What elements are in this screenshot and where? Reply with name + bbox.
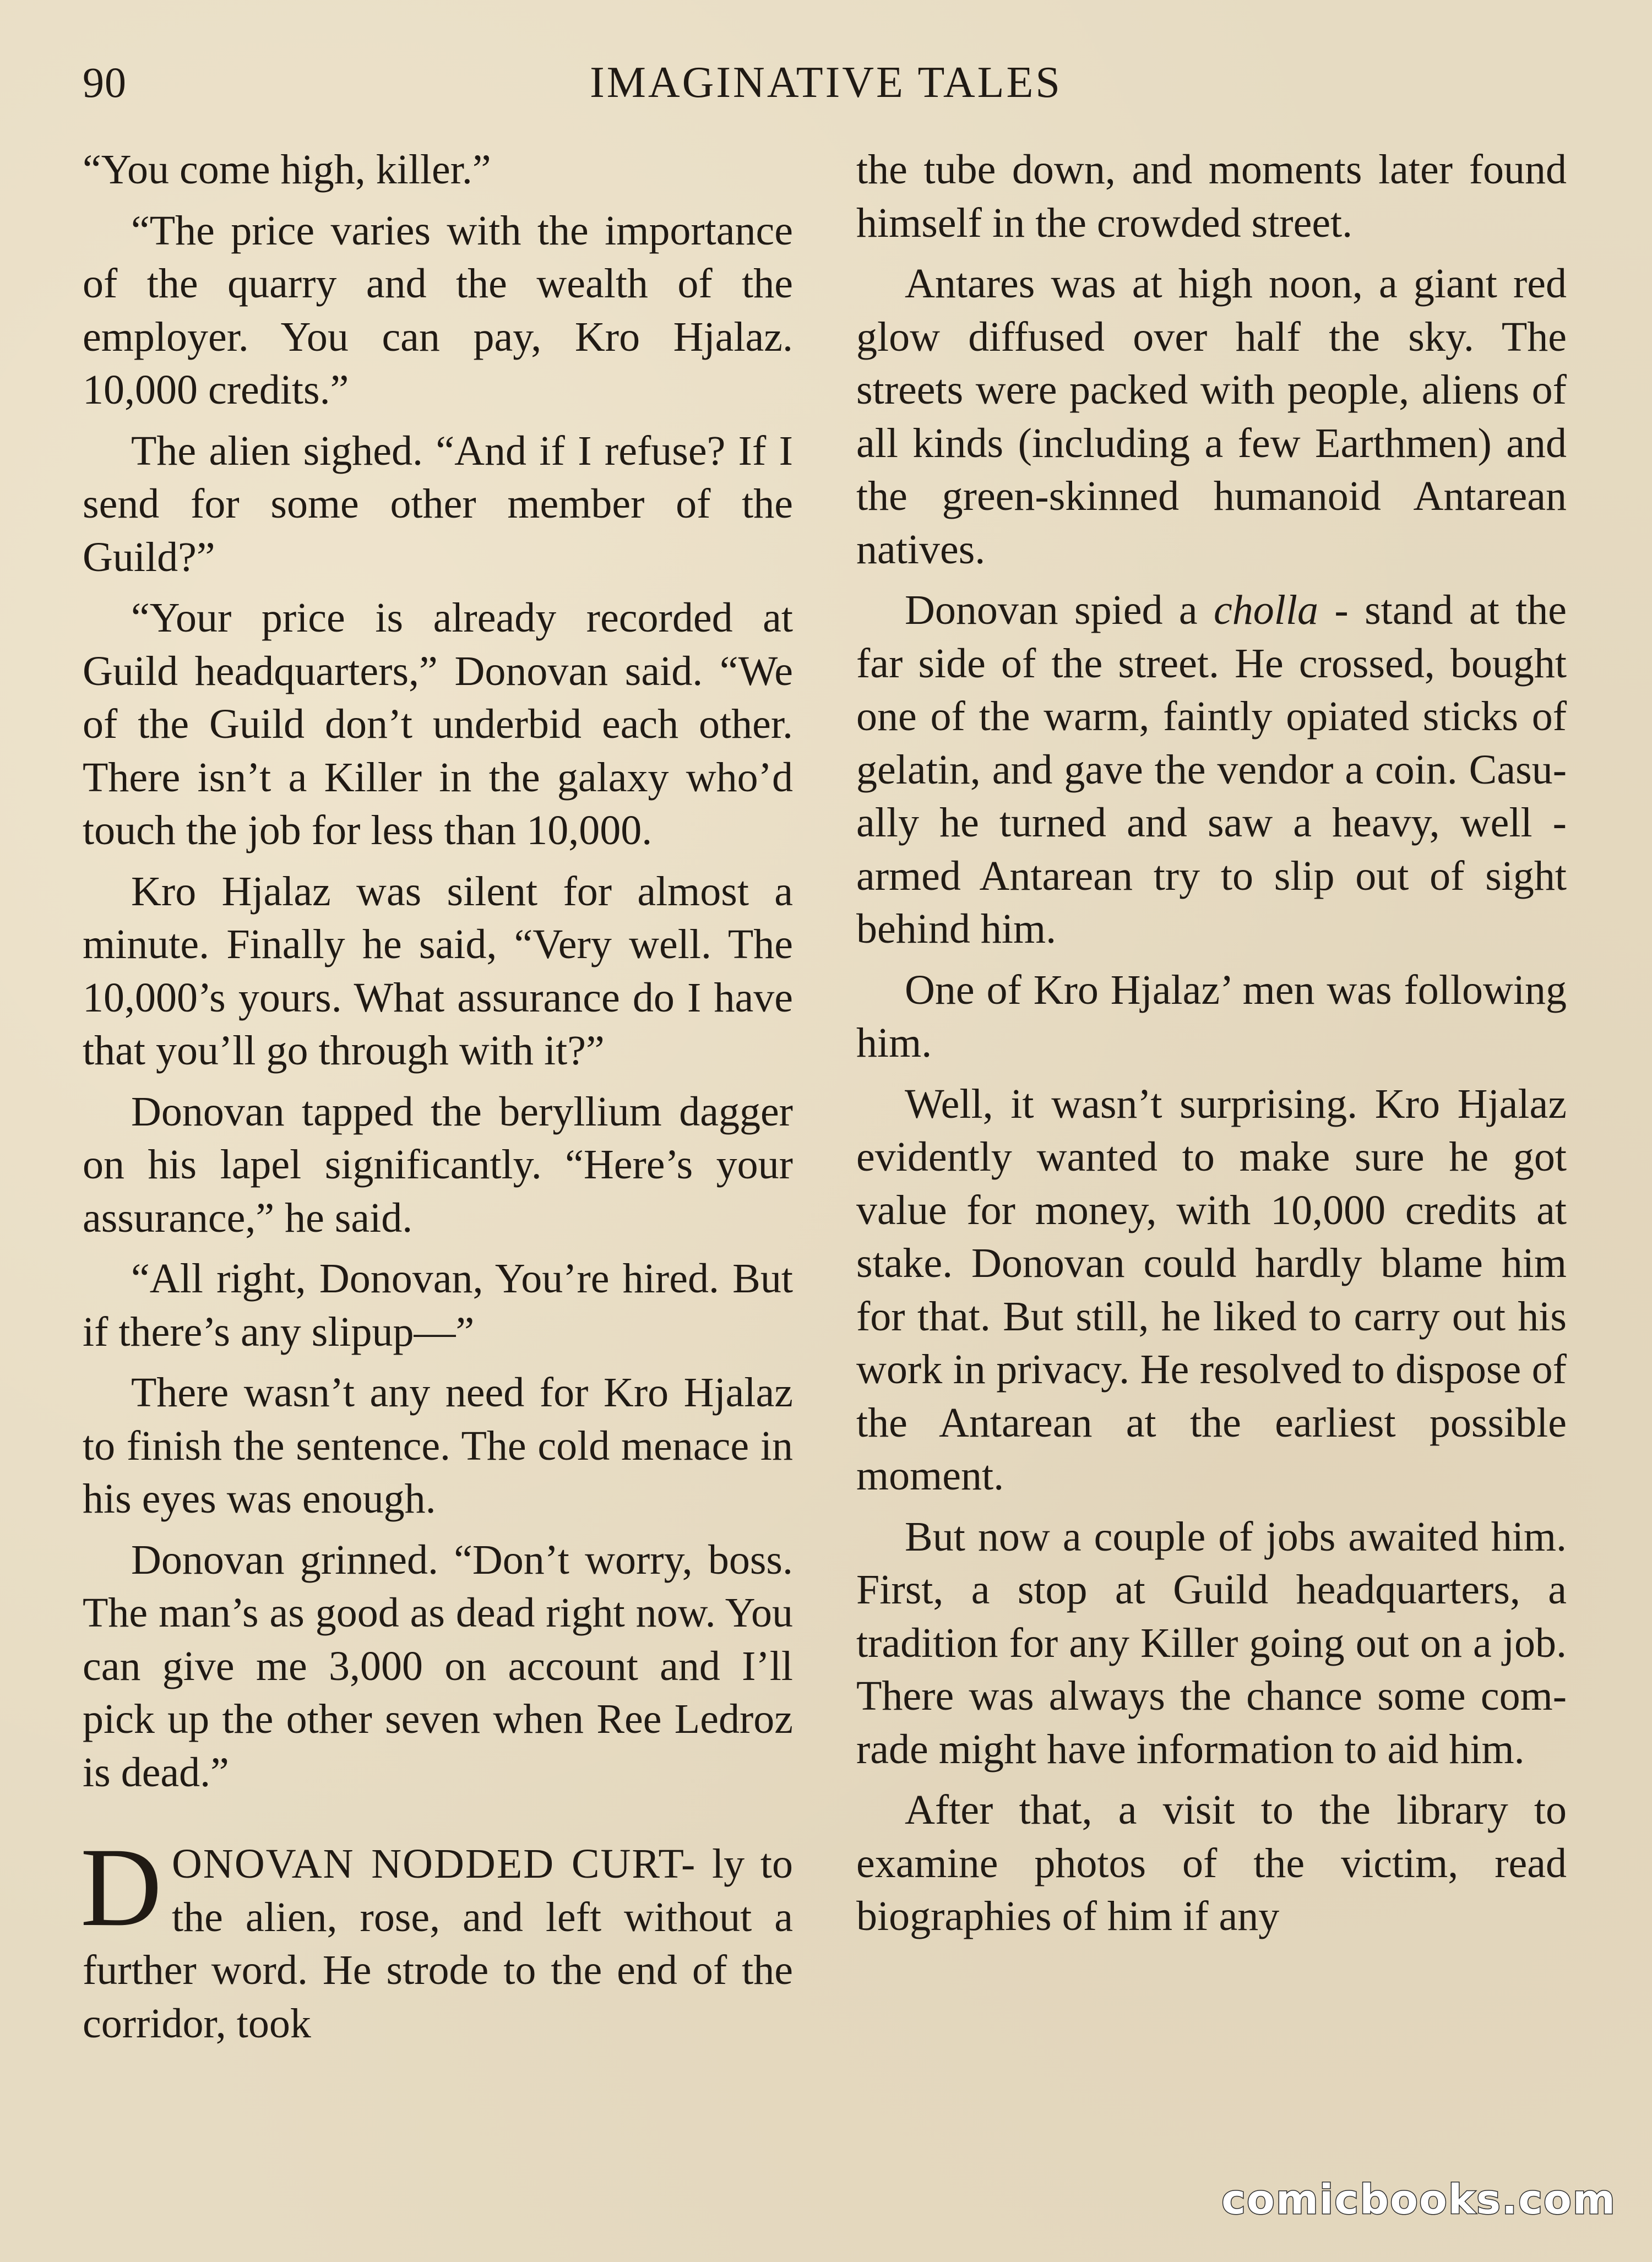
paragraph: Donovan tapped the beryllium dagger on his lapel significantly. “Here’s your assurance,” he said. <box>83 1088 793 1241</box>
paragraph: One of Kro Hjalaz’ men was following him. <box>856 966 1567 1066</box>
drop-cap-letter: D <box>80 1825 162 1950</box>
section-opening-paragraph <box>80 1825 793 2050</box>
running-title: IMAGINATIVE TALES <box>590 58 1062 107</box>
paragraph: The alien sighed. “And if I refuse? If I send for some other member of the Guild?” <box>83 427 793 580</box>
paragraph: “All right, Donovan, You’re hired. But if there’s any slipup—” <box>83 1255 793 1355</box>
right-column <box>856 143 1567 1951</box>
paragraph-text: Donovan spied a <box>905 587 1214 633</box>
paragraph: “The price varies with the importance of the quarry and the wealth of the employer. You can pay, Kro Hjalaz. 10,000 credits.” <box>83 207 793 413</box>
paragraph: “You come high, killer.” <box>83 146 491 193</box>
watermark: comicbooks.com <box>1221 2176 1616 2223</box>
page-header <box>83 52 1569 113</box>
paragraph: Antares was at high noon, a giant red glow diffused over half the sky. The streets were packed with people, aliens of all kinds (including a few Earthmen) and the green-skinned humanoid Antarean natives. <box>856 260 1567 573</box>
page-number: 90 <box>83 58 127 106</box>
paragraph: the tube down, and moments later found himself in the crowded street. <box>856 146 1567 246</box>
paragraph-text: - stand at the far side of the street. He crossed, bought one of the warm, faintly opiated sticks of gelatin, and gave the vendor a coin. Casually he turned and saw a heavy, well - armed Antarean try to slip out of sight behind him. <box>856 587 1567 952</box>
section-body-text: ly to the alien, rose, and left without a further word. He strode to the end of the corridor, took <box>83 1841 793 2047</box>
paragraph: But now a couple of jobs awaited him. First, a stop at Guild headquarters, a tradition for any Killer going out on a job. There was always the chance some comrade might have information to aid him. <box>856 1513 1567 1772</box>
paragraph <box>856 584 1567 956</box>
italic-word: cholla <box>1213 587 1318 633</box>
paragraph: Well, it wasn’t surprising. Kro Hjalaz evidently wanted to make sure he got value for money, with 10,000 credits at stake. Donovan could hardly blame him for that. But still, he liked to carry out his work in privacy. He resolved to dispose of the Antarean at the earliest possible moment. <box>856 1080 1567 1499</box>
paragraph: Donovan grinned. “Don’t worry, boss. The man’s as good as dead right now. You can give me 3,000 on account and I’ll pick up the other seven when Ree Ledroz is dead.” <box>83 1536 793 1796</box>
paragraph: After that, a visit to the library to examine photos of the victim, read biographies of him if any <box>856 1787 1567 1939</box>
paragraph: “Your price is already recorded at Guild headquarters,” Donovan said. “We of the Guild don’t underbid each other. There isn’t a Killer in the galaxy who’d touch the job for less than 10,000. <box>83 595 793 853</box>
paragraph: There wasn’t any need for Kro Hjalaz to finish the sentence. The cold menace in his eyes was enough. <box>83 1369 793 1522</box>
left-column <box>80 143 793 2058</box>
section-caps-text: ONOVAN NODDED CURT- <box>172 1841 697 1887</box>
paragraph: Kro Hjalaz was silent for almost a minute. Finally he said, “Very well. The 10,000’s yours. What assurance do I have that you’ll go through with it?” <box>83 868 793 1074</box>
